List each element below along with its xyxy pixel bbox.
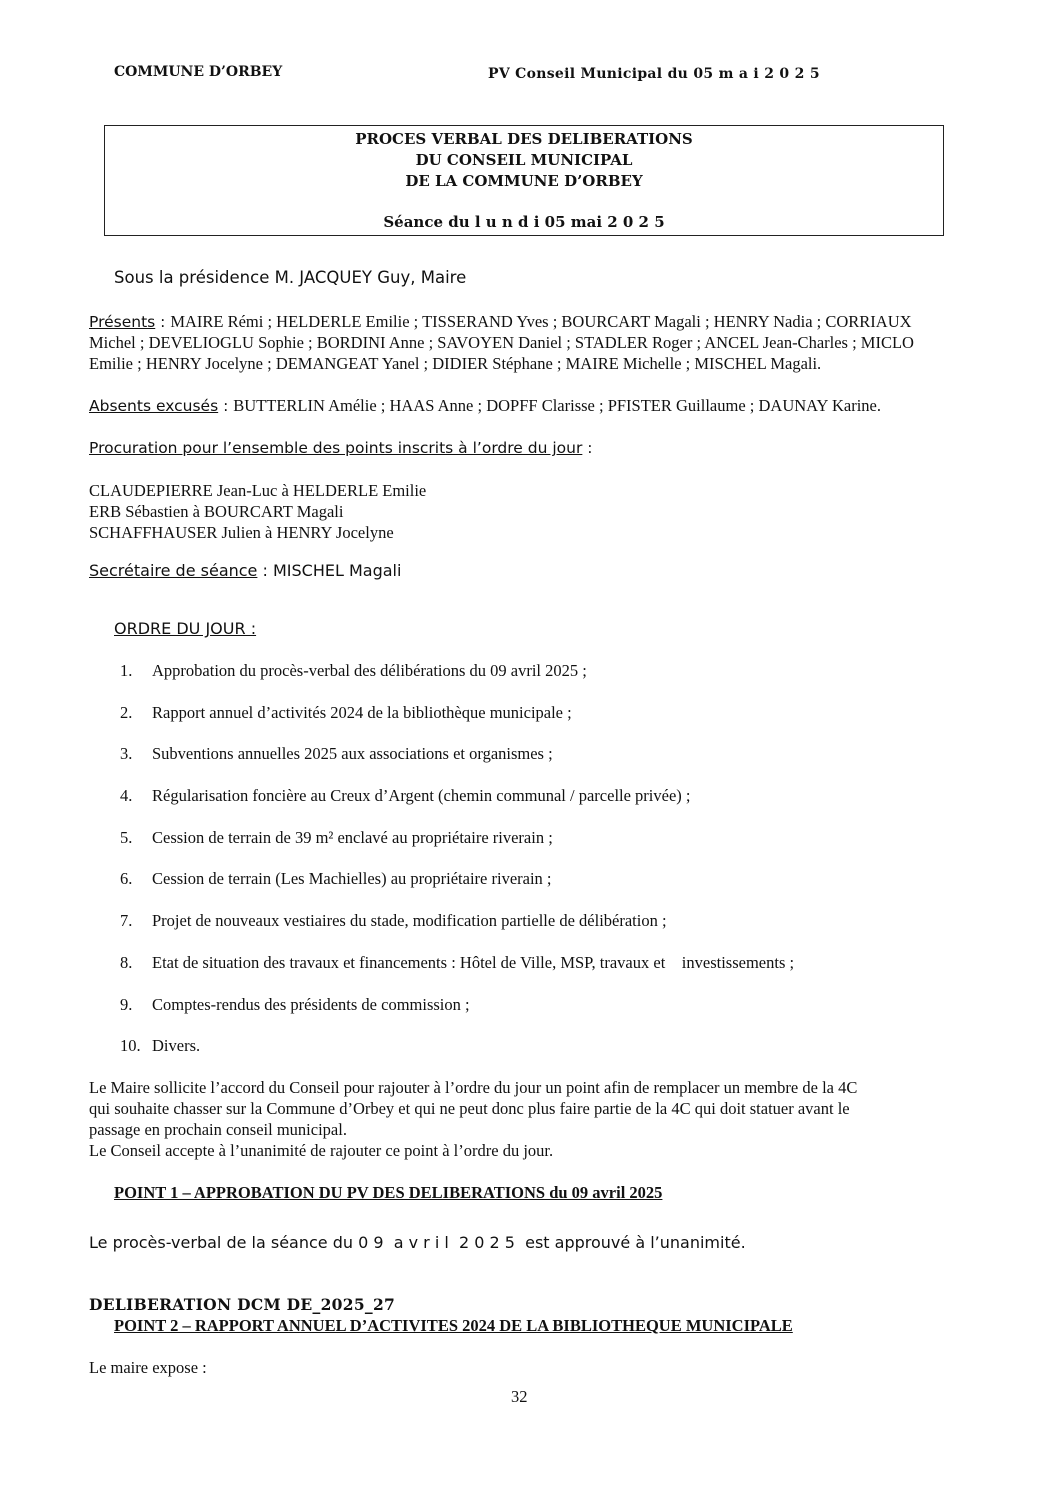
title-line-2: DU CONSEIL MUNICIPAL [415, 151, 633, 169]
absents-label: Absents excusés [89, 397, 219, 415]
procuration-item: SCHAFFHAUSER Julien à HENRY Jocelyne [89, 523, 394, 542]
ordre-item-num: 8. [120, 953, 133, 972]
maire-paragraph-line-2: qui souhaite chasser sur la Commune d’Orbey et qui ne peut donc plus faire partie de la 4C qui doit statuer avant le [89, 1099, 850, 1118]
point1-title: POINT 1 – APPROBATION DU PV DES DELIBERATIONS du 09 avril 2025 [114, 1183, 663, 1202]
ordre-item-text: Cession de terrain (Les Machielles) au propriétaire riverain ; [152, 869, 552, 888]
procuration-item: CLAUDEPIERRE Jean-Luc à HELDERLE Emilie [89, 481, 427, 500]
ordre-item-text: Divers. [152, 1036, 201, 1055]
ordre-item-num: 1. [120, 661, 133, 680]
absents-text: BUTTERLIN Amélie ; HAAS Anne ; DOPFF Clarisse ; PFISTER Guillaume ; DAUNAY Karine. [233, 396, 881, 415]
ordre-item [120, 1036, 200, 1056]
presents-sep: : [155, 313, 171, 331]
ordre-du-jour-title: ORDRE DU JOUR : [114, 619, 257, 638]
procuration-item: ERB Sébastien à BOURCART Magali [89, 502, 344, 521]
procuration-heading [89, 439, 593, 457]
presents-label: Présents [89, 313, 156, 331]
maire-paragraph-line-1: Le Maire sollicite l’accord du Conseil pour rajouter à l’ordre du jour un point afin de remplacer un membre de la 4C [89, 1078, 858, 1097]
ordre-item [120, 995, 470, 1015]
ordre-item [120, 911, 667, 931]
seance-date: Séance du l u n d i 05 mai 2 0 2 5 [383, 213, 665, 231]
ordre-item-text: Comptes-rendus des présidents de commission ; [152, 995, 470, 1014]
ordre-item [120, 953, 794, 973]
secretaire-text: : MISCHEL Magali [257, 561, 402, 580]
secretaire-line [89, 561, 401, 580]
presents-line-2: Michel ; DEVELIOGLU Sophie ; BORDINI Anne ; SAVOYEN Daniel ; STADLER Roger ; ANCEL Jean-Charles ; MICLO [89, 333, 914, 352]
ordre-item-num: 6. [120, 869, 133, 888]
pv-header: PV Conseil Municipal du 05 m a i 2 0 2 5 [488, 66, 820, 82]
ordre-item-num: 3. [120, 744, 133, 763]
presents-text-1: MAIRE Rémi ; HELDERLE Emilie ; TISSERAND Yves ; BOURCART Magali ; HENRY Nadia ; CORRIAUX [170, 312, 912, 331]
title-line-3: DE LA COMMUNE D’ORBEY [405, 172, 643, 190]
page-number: 32 [511, 1387, 528, 1406]
presents-line-1 [89, 312, 912, 332]
ordre-item [120, 744, 553, 764]
ordre-item-text: Cession de terrain de 39 m² enclavé au propriétaire riverain ; [152, 828, 553, 847]
deliberation-title: DELIBERATION DCM DE_2025_27 [89, 1295, 396, 1314]
point2-title: POINT 2 – RAPPORT ANNUEL D’ACTIVITES 2024 DE LA BIBLIOTHEQUE MUNICIPALE [114, 1316, 793, 1335]
presidence: Sous la présidence M. JACQUEY Guy, Maire [114, 268, 467, 287]
ordre-item-text: Subventions annuelles 2025 aux associations et organismes ; [152, 744, 553, 763]
ordre-item-num: 10. [120, 1036, 141, 1055]
ordre-item-text: Approbation du procès-verbal des délibérations du 09 avril 2025 ; [152, 661, 587, 680]
title-box [104, 125, 944, 236]
title-line-1: PROCES VERBAL DES DELIBERATIONS [355, 130, 693, 148]
ordre-item-text: Projet de nouveaux vestiaires du stade, modification partielle de délibération ; [152, 911, 667, 930]
ordre-item [120, 869, 552, 889]
presents-line-3: Emilie ; HENRY Jocelyne ; DEMANGEAT Yanel ; DIDIER Stéphane ; MAIRE Michelle ; MISCHEL Magali. [89, 354, 822, 373]
absents-line [89, 396, 881, 416]
ordre-item [120, 661, 587, 681]
ordre-item-num: 2. [120, 703, 133, 722]
ordre-item [120, 828, 553, 848]
point1-text: Le procès-verbal de la séance du 0 9 a v r i l 2 0 2 5 est approuvé à l’unanimité. [89, 1233, 746, 1252]
secretaire-label: Secrétaire de séance [89, 561, 258, 580]
procuration-sep: : [582, 439, 593, 457]
ordre-item-num: 5. [120, 828, 133, 847]
ordre-item [120, 703, 572, 723]
ordre-item [120, 786, 691, 806]
absents-sep: : [218, 397, 234, 415]
maire-paragraph-line-4: Le Conseil accepte à l’unanimité de rajouter ce point à l’ordre du jour. [89, 1141, 554, 1160]
maire-expose: Le maire expose : [89, 1358, 207, 1377]
procuration-label: Procuration pour l’ensemble des points inscrits à l’ordre du jour [89, 439, 583, 457]
ordre-item-num: 9. [120, 995, 133, 1014]
ordre-item-text: Rapport annuel d’activités 2024 de la bibliothèque municipale ; [152, 703, 572, 722]
ordre-item-text: Régularisation foncière au Creux d’Argent (chemin communal / parcelle privée) ; [152, 786, 691, 805]
ordre-item-num: 7. [120, 911, 133, 930]
maire-paragraph-line-3: passage en prochain conseil municipal. [89, 1120, 347, 1139]
commune-header: COMMUNE D’ORBEY [114, 64, 283, 80]
ordre-item-num: 4. [120, 786, 133, 805]
ordre-item-text: Etat de situation des travaux et financements : Hôtel de Ville, MSP, travaux et investissements ; [152, 953, 795, 972]
